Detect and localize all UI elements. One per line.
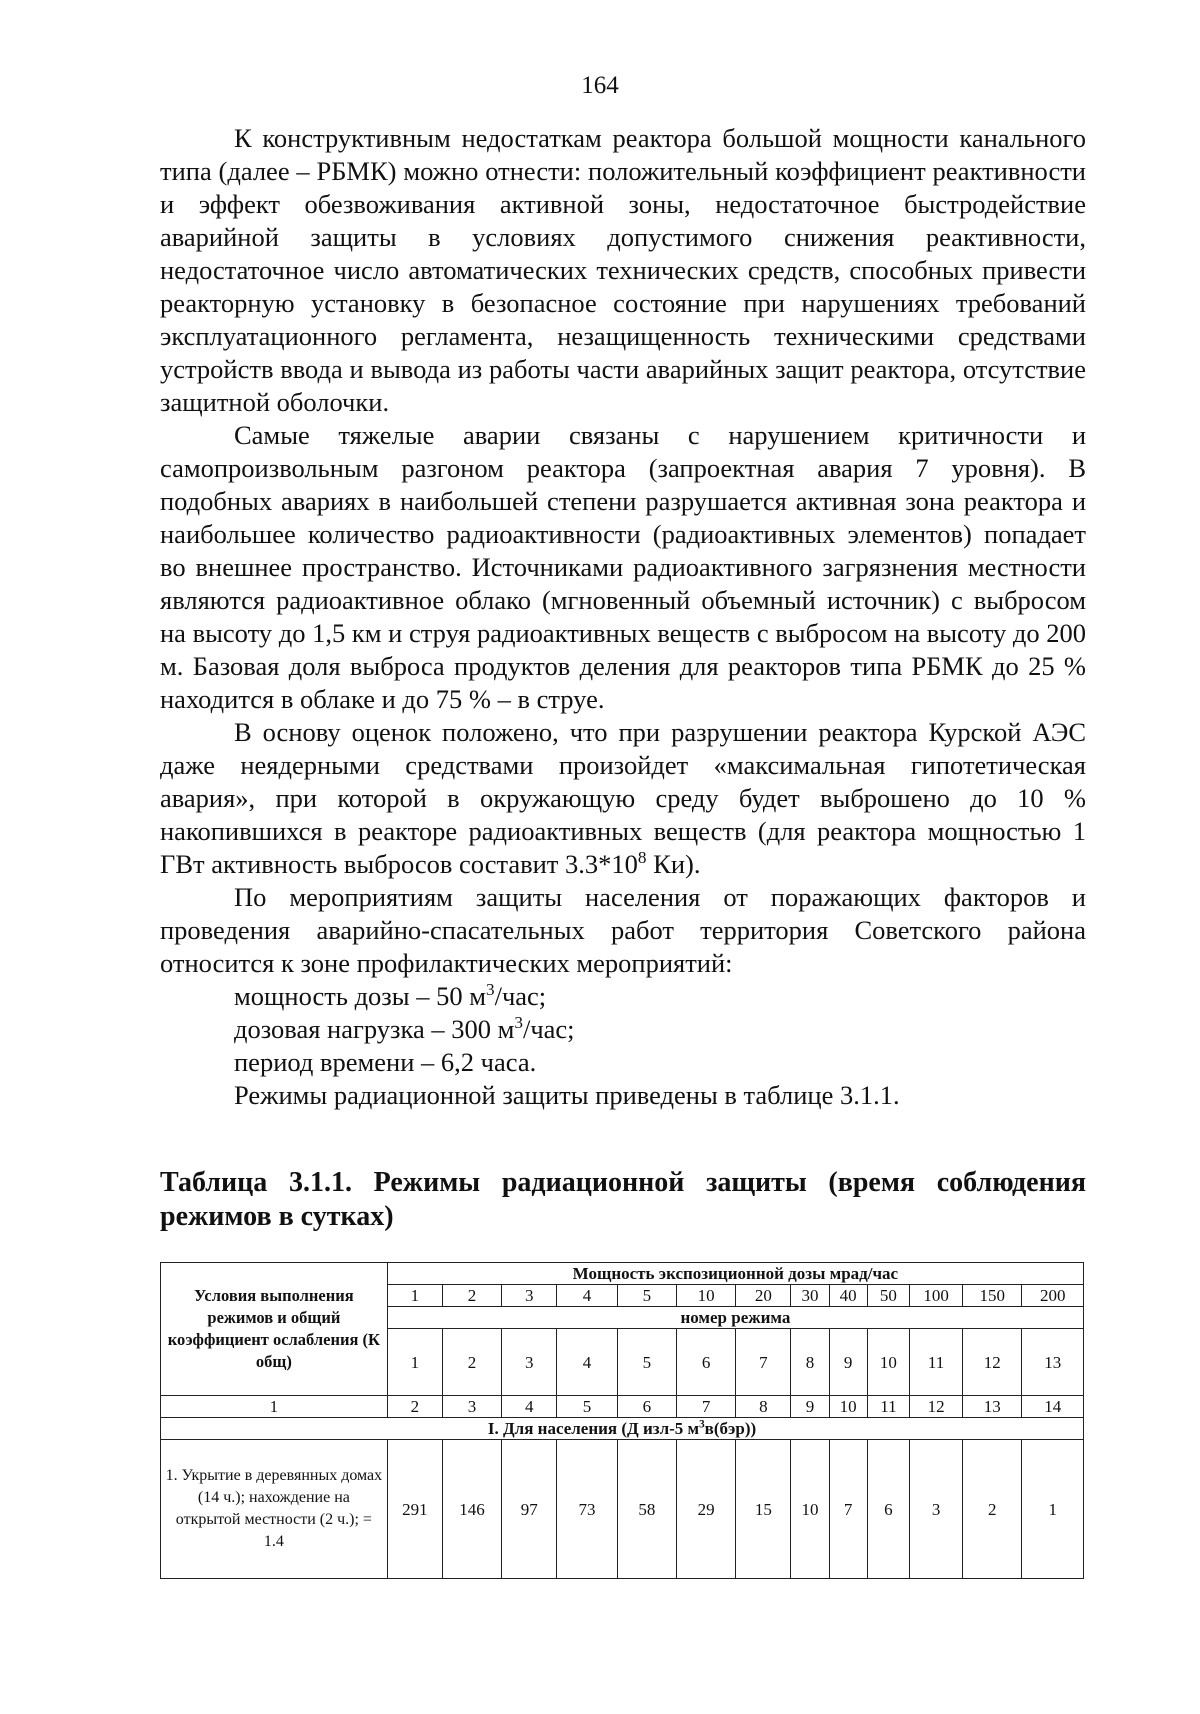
paragraph-severe-accidents: Самые тяжелые аварии связаны с нарушением критичности и самопроизвольным разгоном реактора (запроектная авария 7 уровня). В подобных авариях в наибольшей степени разрушается активная зона реактора и наибольшее количество радиоактивности (радиоактивных элементов) попадает во внешнее пространство. Источниками радиоактивного загрязнения местности являются радиоактивное облако (мгновенный объемный источник) с выбросом на высоту до 1,5 км и струя радиоактивных веществ с выбросом на высоту до 200 м. Базовая доля выброса продуктов деления для реакторов типа РБМК до 25 % находится в облаке и до 75 % – в струе. xyxy=(160,420,1086,714)
dose-value: 50 xyxy=(867,1285,909,1307)
table-cell: 291 xyxy=(387,1440,442,1579)
regime-number: 11 xyxy=(910,1329,963,1396)
regime-number: 9 xyxy=(829,1329,867,1396)
section-heading-text: I. Для населения (Д изл-5 м xyxy=(487,1419,700,1438)
section-row xyxy=(161,1418,1084,1440)
regime-number: 10 xyxy=(867,1329,909,1396)
exponent: 8 xyxy=(637,848,647,868)
table-row xyxy=(161,1440,1084,1579)
table-cell: 2 xyxy=(963,1440,1022,1579)
regime-number: 4 xyxy=(557,1329,617,1396)
list-item-text: дозовая нагрузка – 300 м xyxy=(234,1014,515,1044)
table-cell: 29 xyxy=(677,1440,736,1579)
paragraph-assessment-tail: Ки). xyxy=(646,849,701,879)
column-number: 8 xyxy=(736,1396,791,1418)
superscript: 3 xyxy=(514,1013,523,1033)
column-number: 2 xyxy=(387,1396,442,1418)
regime-number: 1 xyxy=(387,1329,442,1396)
column-number: 13 xyxy=(963,1396,1022,1418)
column-number: 10 xyxy=(829,1396,867,1418)
paragraph-assessment-basis xyxy=(160,716,1086,881)
regime-number: 2 xyxy=(442,1329,501,1396)
superscript: 3 xyxy=(485,980,495,1000)
section-heading xyxy=(161,1418,1084,1440)
row-label: 1. Укрытие в деревянных домах (14 ч.); нахождение на открытой местности (2 ч.); = 1.4 xyxy=(161,1440,388,1579)
table-cell: 15 xyxy=(736,1440,791,1579)
table-cell: 10 xyxy=(791,1440,829,1579)
paragraph-protection-zone: По мероприятиям защиты населения от поражающих факторов и проведения аварийно-спасательных работ территория Советского района относится к зоне профилактических мероприятий: xyxy=(160,882,1086,978)
regime-number: 12 xyxy=(963,1329,1022,1396)
table-cell: 6 xyxy=(867,1440,909,1579)
document-body xyxy=(160,122,1086,1112)
table-cell: 73 xyxy=(557,1440,617,1579)
regime-number: 6 xyxy=(677,1329,736,1396)
table-cell: 58 xyxy=(617,1440,676,1579)
column-number: 11 xyxy=(867,1396,909,1418)
column-number: 12 xyxy=(910,1396,963,1418)
superscript: 3 xyxy=(699,1418,705,1431)
list-item-text: период времени – 6,2 часа. xyxy=(234,1047,537,1077)
dose-value: 20 xyxy=(736,1285,791,1307)
section-heading-tail: в(бэр)) xyxy=(704,1419,757,1438)
list-item-tail: /час; xyxy=(494,981,547,1011)
column-number: 5 xyxy=(557,1396,617,1418)
page-number: 164 xyxy=(581,72,619,99)
dose-value: 200 xyxy=(1022,1285,1084,1307)
dose-value: 5 xyxy=(617,1285,676,1307)
column-number: 3 xyxy=(442,1396,501,1418)
dose-value: 30 xyxy=(791,1285,829,1307)
regime-number-header: номер режима xyxy=(387,1307,1083,1329)
list-item xyxy=(160,1013,1086,1046)
regime-number: 13 xyxy=(1022,1329,1084,1396)
regime-number: 5 xyxy=(617,1329,676,1396)
table-cell: 1 xyxy=(1022,1440,1084,1579)
paragraph-table-reference: Режимы радиационной защиты приведены в таблице 3.1.1. xyxy=(234,1080,900,1110)
table-cell: 3 xyxy=(910,1440,963,1579)
column-numbers-row xyxy=(161,1396,1084,1418)
column-number: 4 xyxy=(502,1396,557,1418)
paragraph-rbmk-defects: К конструктивным недостаткам реактора большой мощности канального типа (далее – РБМК) можно отнести: положительный коэффициент реактивности и эффект обезвоживания активной зоны, недостаточное быстродействие аварийной защиты в условиях допустимого снижения реактивности, недостаточное число автоматических технических средств, способных привести реакторную установку в безопасное состояние при нарушениях требований эксплуатационного регламента, незащищенность техническими средствами устройств ввода и вывода из работы части аварийных защит реактора, отсутствие защитной оболочки. xyxy=(160,123,1086,417)
dose-value: 150 xyxy=(963,1285,1022,1307)
dose-value: 3 xyxy=(502,1285,557,1307)
regime-number: 7 xyxy=(736,1329,791,1396)
radiation-protection-table xyxy=(160,1262,1084,1579)
conditions-header: Условия выполнения режимов и общий коэффициент ослабления (К общ) xyxy=(161,1263,388,1396)
dose-value: 10 xyxy=(677,1285,736,1307)
list-item xyxy=(160,980,1086,1013)
list-item xyxy=(160,1046,1086,1079)
dose-value: 1 xyxy=(387,1285,442,1307)
dose-value: 2 xyxy=(442,1285,501,1307)
table-cell: 7 xyxy=(829,1440,867,1579)
list-item-text: мощность дозы – 50 м xyxy=(234,981,486,1011)
table-cell: 97 xyxy=(502,1440,557,1579)
dose-value: 100 xyxy=(910,1285,963,1307)
column-number: 6 xyxy=(617,1396,676,1418)
regime-number: 8 xyxy=(791,1329,829,1396)
paragraph-assessment-text: В основу оценок положено, что при разрушении реактора Курской АЭС даже неядерными средствами произойдет «максимальная гипотетическая авария», при которой в окружающую среду будет выброшено до 10 % накопившихся в реакторе радиоактивных веществ (для реактора мощностью 1 ГВт активность выбросов составит 3.3*10 xyxy=(160,717,1086,879)
regime-number: 3 xyxy=(502,1329,557,1396)
dose-value: 40 xyxy=(829,1285,867,1307)
column-number: 9 xyxy=(791,1396,829,1418)
column-number: 14 xyxy=(1022,1396,1084,1418)
table-cell: 146 xyxy=(442,1440,501,1579)
table-caption: Таблица 3.1.1. Режимы радиационной защиты (время соблюдения режимов в сутках) xyxy=(160,1167,1086,1232)
dose-rate-header: Мощность экспозиционной дозы мрад/час xyxy=(387,1263,1083,1285)
column-number: 1 xyxy=(161,1396,388,1418)
list-item-tail: /час; xyxy=(522,1014,575,1044)
dose-value: 4 xyxy=(557,1285,617,1307)
column-number: 7 xyxy=(677,1396,736,1418)
table-header-row xyxy=(161,1263,1084,1285)
